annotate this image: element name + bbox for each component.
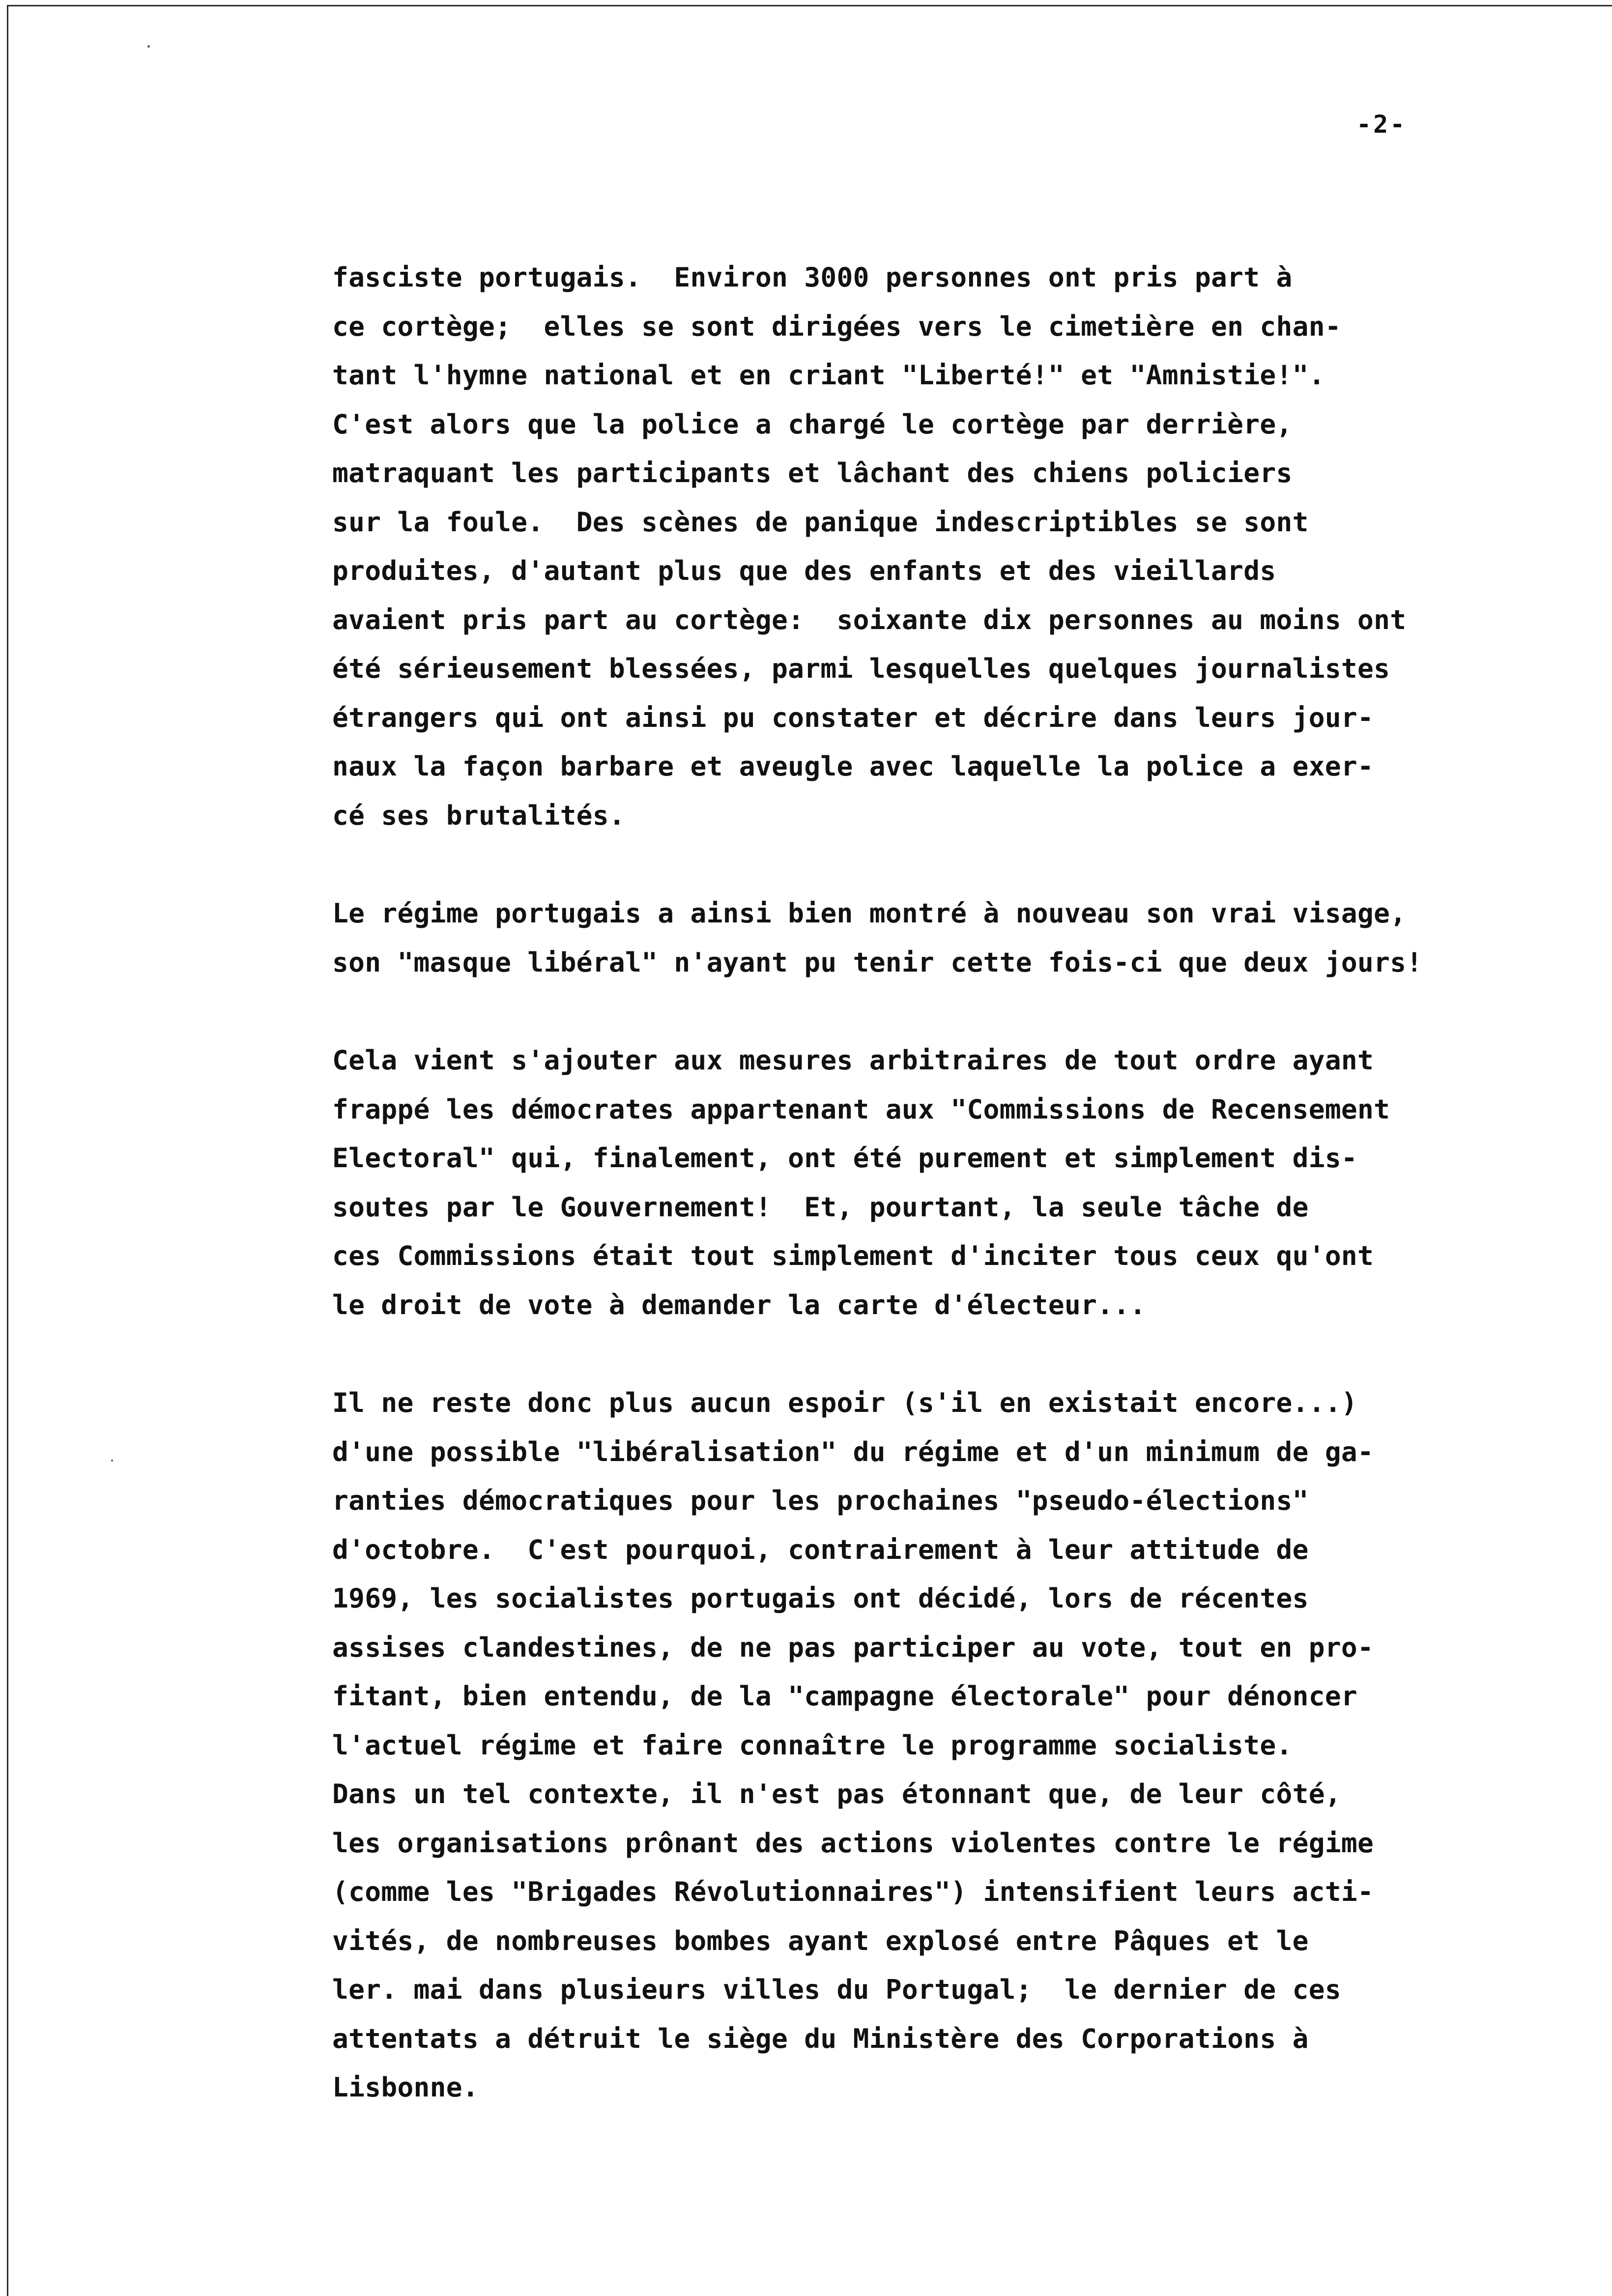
text-line: Cela vient s'ajouter aux mesures arbitraires de tout ordre ayant	[332, 1044, 1374, 1076]
body-text	[332, 253, 1590, 2161]
text-line: soutes par le Gouvernement! Et, pourtant, la seule tâche de	[332, 1191, 1309, 1223]
scan-speck	[111, 1460, 113, 1462]
text-line: fitant, bien entendu, de la "campagne électorale" pour dénoncer	[332, 1680, 1358, 1712]
text-line: sur la foule. Des scènes de panique indescriptibles se sont	[332, 506, 1309, 538]
text-line: C'est alors que la police a chargé le cortège par derrière,	[332, 408, 1293, 440]
page-number: -2-	[1356, 110, 1407, 139]
text-line: Electoral" qui, finalement, ont été purement et simplement dis-	[332, 1142, 1358, 1174]
text-line: produites, d'autant plus que des enfants et des vieillards	[332, 555, 1276, 586]
text-line: (comme les "Brigades Révolutionnaires") intensifient leurs acti-	[332, 1876, 1374, 1907]
paragraph	[332, 1036, 1590, 1329]
text-line: cé ses brutalités.	[332, 799, 626, 831]
text-line: naux la façon barbare et aveugle avec laquelle la police a exer-	[332, 750, 1374, 782]
text-line: Dans un tel contexte, il n'est pas étonnant que, de leur côté,	[332, 1778, 1341, 1809]
text-line: vités, de nombreuses bombes ayant explosé entre Pâques et le	[332, 1924, 1309, 1956]
text-line: d'une possible "libéralisation" du régime et d'un minimum de ga-	[332, 1435, 1374, 1467]
text-line: ce cortège; elles se sont dirigées vers le cimetière en chan-	[332, 310, 1341, 342]
text-line: attentats a détruit le siège du Ministère des Corporations à	[332, 2022, 1309, 2054]
text-line: ces Commissions était tout simplement d'inciter tous ceux qu'ont	[332, 1240, 1374, 1271]
paragraph	[332, 1378, 1590, 2112]
text-line: été sérieusement blessées, parmi lesquelles quelques journalistes	[332, 653, 1390, 684]
text-line: l'actuel régime et faire connaître le programme socialiste.	[332, 1729, 1293, 1761]
text-line: matraquant les participants et lâchant des chiens policiers	[332, 457, 1293, 488]
text-line: 1969, les socialistes portugais ont décidé, lors de récentes	[332, 1582, 1309, 1614]
scan-speck	[147, 45, 150, 48]
text-line: Lisbonne.	[332, 2071, 479, 2103]
text-line: ler. mai dans plusieurs villes du Portugal; le dernier de ces	[332, 1974, 1341, 2005]
text-line: assises clandestines, de ne pas participer au vote, tout en pro-	[332, 1631, 1374, 1663]
paragraph	[332, 253, 1590, 840]
text-line: ranties démocratiques pour les prochaines "pseudo-élections"	[332, 1485, 1309, 1516]
scan-edge-top	[7, 5, 1612, 6]
paragraph	[332, 889, 1590, 987]
text-line: tant l'hymne national et en criant "Liberté!" et "Amnistie!".	[332, 359, 1325, 391]
text-line: le droit de vote à demander la carte d'électeur...	[332, 1289, 1146, 1320]
text-line: son "masque libéral" n'ayant pu tenir cette fois-ci que deux jours!	[332, 946, 1423, 978]
text-line: Il ne reste donc plus aucun espoir (s'il en existait encore...)	[332, 1387, 1358, 1418]
text-line: les organisations prônant des actions violentes contre le régime	[332, 1827, 1374, 1859]
text-line: fasciste portugais. Environ 3000 personnes ont pris part à	[332, 261, 1293, 293]
text-line: étrangers qui ont ainsi pu constater et décrire dans leurs jour-	[332, 701, 1374, 733]
text-line: Le régime portugais a ainsi bien montré à nouveau son vrai visage,	[332, 897, 1407, 929]
scan-edge-left	[7, 5, 8, 2296]
text-line: avaient pris part au cortège: soixante dix personnes au moins ont	[332, 603, 1407, 635]
text-line: d'octobre. C'est pourquoi, contrairement à leur attitude de	[332, 1533, 1309, 1565]
text-line: frappé les démocrates appartenant aux "Commissions de Recensement	[332, 1093, 1390, 1125]
